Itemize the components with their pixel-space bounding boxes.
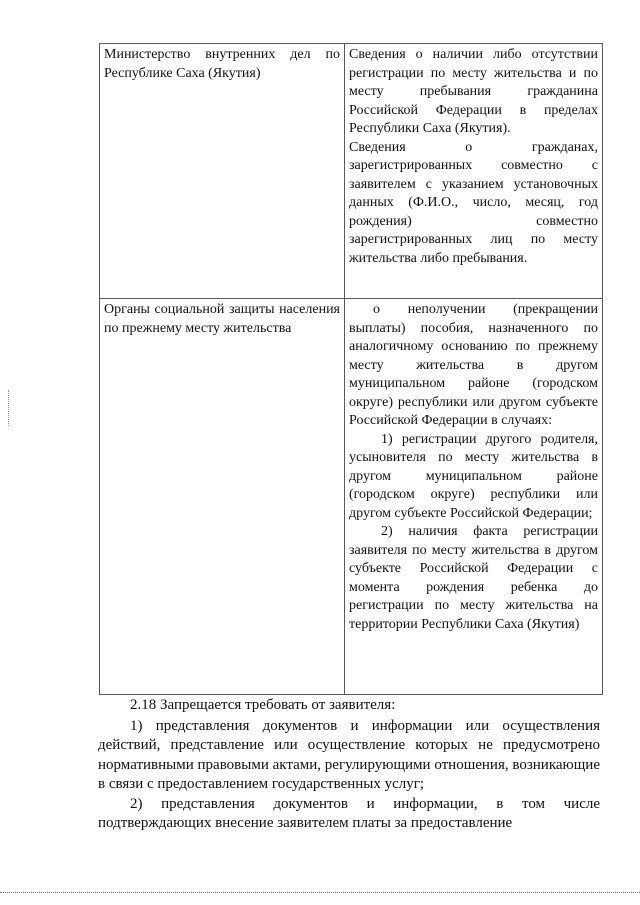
table-row bbox=[100, 44, 603, 299]
info-paragraph: 1) регистрации другого родителя, усыновителя по месту жительства в другом муниципальном районе (городском округе) республики или другом субъекте Российской Федерации; bbox=[349, 431, 598, 521]
data-table bbox=[99, 43, 603, 695]
info-paragraph: Сведения о наличии либо отсутствии регистрации по месту жительства и по месту пребывания гражданина Российской Федерации в пределах Республики Саха (Якутия). bbox=[349, 47, 598, 136]
info-paragraph: 2) наличия факта регистрации заявителя по месту жительства в другом субъекте Российской Федерации с момента рождения ребенка до регистрации по месту жительства на территории Республики Саха (Якутия) bbox=[349, 524, 598, 632]
info-paragraph: Сведения о гражданах, зарегистрированных совместно с заявителем с указанием установочных данных (Ф.И.О., число, месяц, год рождения) совместно зарегистрированных лиц по месту жительства либо пребывания. bbox=[349, 139, 598, 266]
table-cell-authority bbox=[100, 299, 345, 695]
authority-name: Министерство внутренних дел по Республике Саха (Якутия) bbox=[104, 47, 340, 81]
table-cell-info bbox=[345, 299, 603, 695]
page-bottom-rule bbox=[0, 892, 640, 893]
table-cell-info bbox=[345, 44, 603, 299]
table-row bbox=[100, 299, 603, 695]
info-paragraph: о неполучении (прекращении выплаты) пособия, назначенного по аналогичному основанию по прежнему месту жительства в другом муниципальном районе (городском округе) республики или другом субъекте Российской Федерации в случаях: bbox=[349, 302, 598, 428]
scan-edge-mark bbox=[8, 390, 11, 426]
body-paragraph: 1) представления документов и информации или осуществления действий, представление или осуществление которых не предусмотрено нормативными правовыми актами, регулирующими отношения, возникающие в связи с предоставлением государственных услуг; bbox=[98, 717, 600, 792]
document-body bbox=[98, 696, 600, 834]
authority-name: Органы социальной защиты населения по прежнему месту жительства bbox=[104, 302, 340, 336]
table-cell-authority bbox=[100, 44, 345, 299]
body-paragraph: 2) представления документов и информации, в том числе подтверждающих внесение заявителем платы за предоставление bbox=[98, 795, 600, 831]
section-heading: 2.18 Запрещается требовать от заявителя: bbox=[130, 697, 396, 713]
